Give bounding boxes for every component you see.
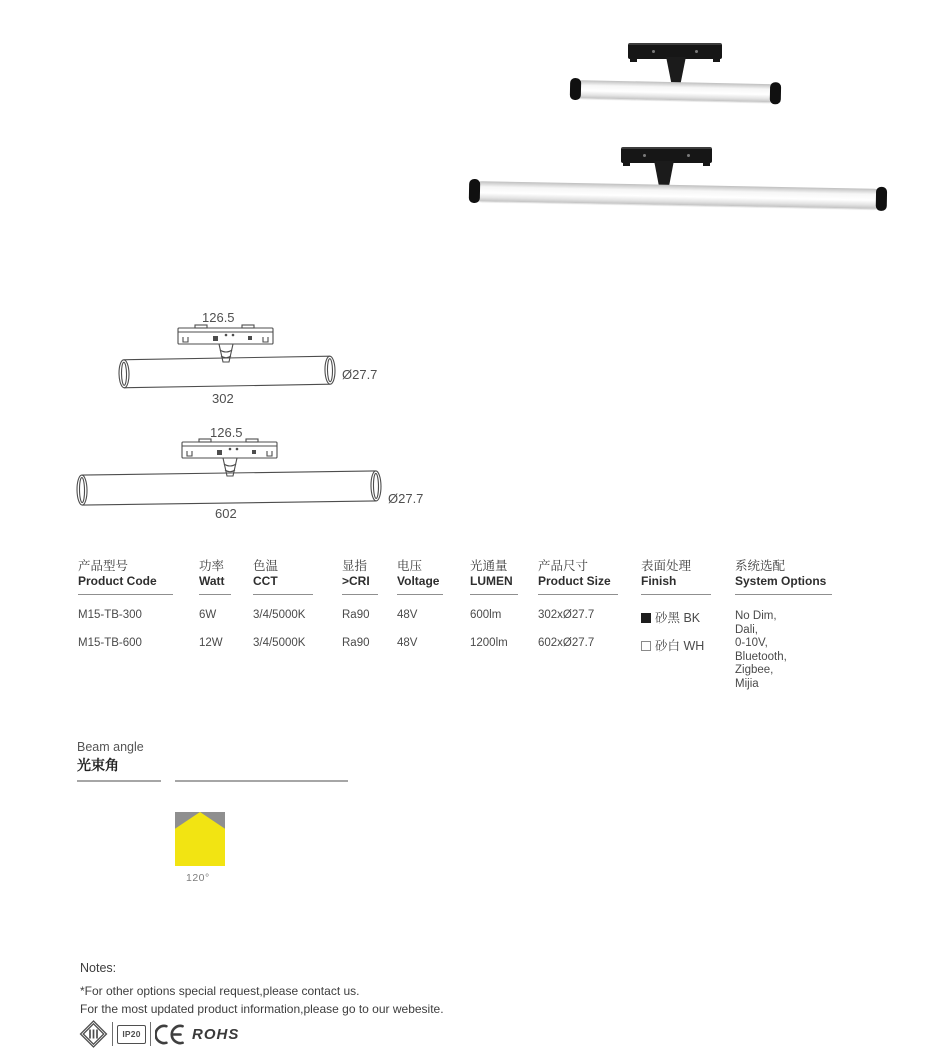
dim-length: 302	[212, 391, 234, 406]
cell-product-code: M15-TB-300	[78, 609, 142, 621]
system-options-list	[735, 610, 787, 691]
cell-finish-black	[641, 608, 700, 626]
beam-angle-icon	[175, 812, 225, 866]
end-cap	[469, 179, 480, 203]
class-iii-icon	[79, 1020, 108, 1048]
tube-body-long	[472, 181, 884, 209]
column-header-voltage	[397, 558, 443, 595]
header-en: >CRI	[342, 574, 370, 588]
header-zh: 显指	[342, 559, 368, 573]
column-header-watt	[199, 558, 231, 595]
finish-swatch-white	[641, 641, 651, 651]
header-zh: 表面处理	[641, 559, 692, 573]
dim-bracket-width: 126.5	[202, 310, 235, 325]
header-en: Product Code	[78, 574, 157, 588]
end-cap	[876, 187, 887, 211]
header-en: Product Size	[538, 574, 611, 588]
divider	[112, 1022, 113, 1046]
header-en: CCT	[253, 574, 278, 588]
header-zh: 功率	[199, 559, 225, 573]
column-header-product-code	[78, 558, 173, 595]
bracket-drawing	[178, 325, 273, 344]
system-option: Zigbee,	[735, 664, 774, 676]
finish-label: 砂白 WH	[655, 639, 705, 653]
cell-voltage: 48V	[397, 637, 418, 649]
end-cap	[770, 82, 781, 104]
notes-heading: Notes:	[80, 961, 117, 975]
notes-line-2: For the most updated product information,please go to our webesite.	[80, 1002, 444, 1016]
cell-voltage: 48V	[397, 609, 418, 621]
notes-line-1: *For other options special request,please contact us.	[80, 984, 360, 998]
system-option: Dali,	[735, 623, 759, 636]
header-en: System Options	[735, 574, 827, 588]
system-option: No Dim,	[735, 610, 777, 622]
cell-cct: 3/4/5000K	[253, 609, 306, 621]
cell-lumen: 1200lm	[470, 637, 508, 649]
beam-angle-title-zh: 光束角	[77, 757, 119, 773]
end-cap	[570, 78, 581, 100]
column-header-lumen	[470, 558, 518, 595]
rohs-label: ROHS	[192, 1025, 240, 1043]
column-header-system-options	[735, 558, 832, 595]
system-option: Bluetooth,	[735, 650, 787, 663]
column-header-cri	[342, 558, 378, 595]
dim-diameter: Ø27.7	[388, 491, 424, 506]
cell-cct: 3/4/5000K	[253, 637, 306, 649]
mount-bracket-short	[628, 43, 722, 59]
finish-swatch-black	[641, 613, 651, 623]
divider	[150, 1022, 151, 1046]
header-en: Voltage	[397, 574, 440, 588]
dim-length: 602	[215, 506, 237, 521]
tube-drawing	[119, 356, 335, 388]
header-zh: 系统选配	[735, 559, 786, 573]
stem-drawing	[219, 344, 233, 362]
cell-size: 302xØ27.7	[538, 609, 595, 621]
cell-lumen: 600lm	[470, 609, 502, 621]
beam-cone-shape	[175, 812, 225, 866]
header-zh: 电压	[397, 559, 423, 573]
certification-row	[79, 1020, 239, 1048]
header-zh: 产品型号	[78, 559, 129, 573]
bracket-drawing	[182, 439, 277, 458]
header-zh: 色温	[253, 559, 279, 573]
tube-body-short	[573, 80, 778, 102]
ip20-icon: IP20	[117, 1025, 146, 1044]
cell-finish-white	[641, 636, 704, 654]
cell-watt: 12W	[199, 637, 223, 649]
finish-label: 砂黑 BK	[655, 611, 701, 625]
header-en: LUMEN	[470, 574, 513, 588]
divider	[77, 780, 161, 782]
cell-cri: Ra90	[342, 609, 370, 621]
cell-product-code: M15-TB-600	[78, 637, 142, 649]
cell-cri: Ra90	[342, 637, 370, 649]
beam-angle-value: 120°	[186, 872, 210, 884]
system-option: Mijia	[735, 677, 759, 690]
mount-bracket-long	[621, 147, 712, 163]
header-en: Watt	[199, 574, 225, 588]
dim-bracket-width: 126.5	[210, 425, 243, 440]
column-header-product-size	[538, 558, 618, 595]
mount-stem-short	[663, 57, 689, 83]
divider	[175, 780, 348, 782]
beam-angle-title-en: Beam angle	[77, 740, 144, 754]
product-photo-short	[558, 36, 810, 116]
cell-watt: 6W	[199, 609, 217, 621]
dimension-drawing-602	[70, 418, 445, 526]
column-header-cct	[253, 558, 313, 595]
header-zh: 光通量	[470, 559, 508, 573]
dim-diameter: Ø27.7	[342, 367, 378, 382]
dimension-drawing-302	[80, 298, 400, 416]
header-en: Finish	[641, 574, 677, 588]
ce-mark-icon	[155, 1023, 185, 1046]
system-option: 0-10V,	[735, 637, 768, 649]
cell-size: 602xØ27.7	[538, 637, 595, 649]
header-zh: 产品尺寸	[538, 559, 589, 573]
column-header-finish	[641, 558, 711, 595]
product-photo-long	[438, 142, 900, 227]
